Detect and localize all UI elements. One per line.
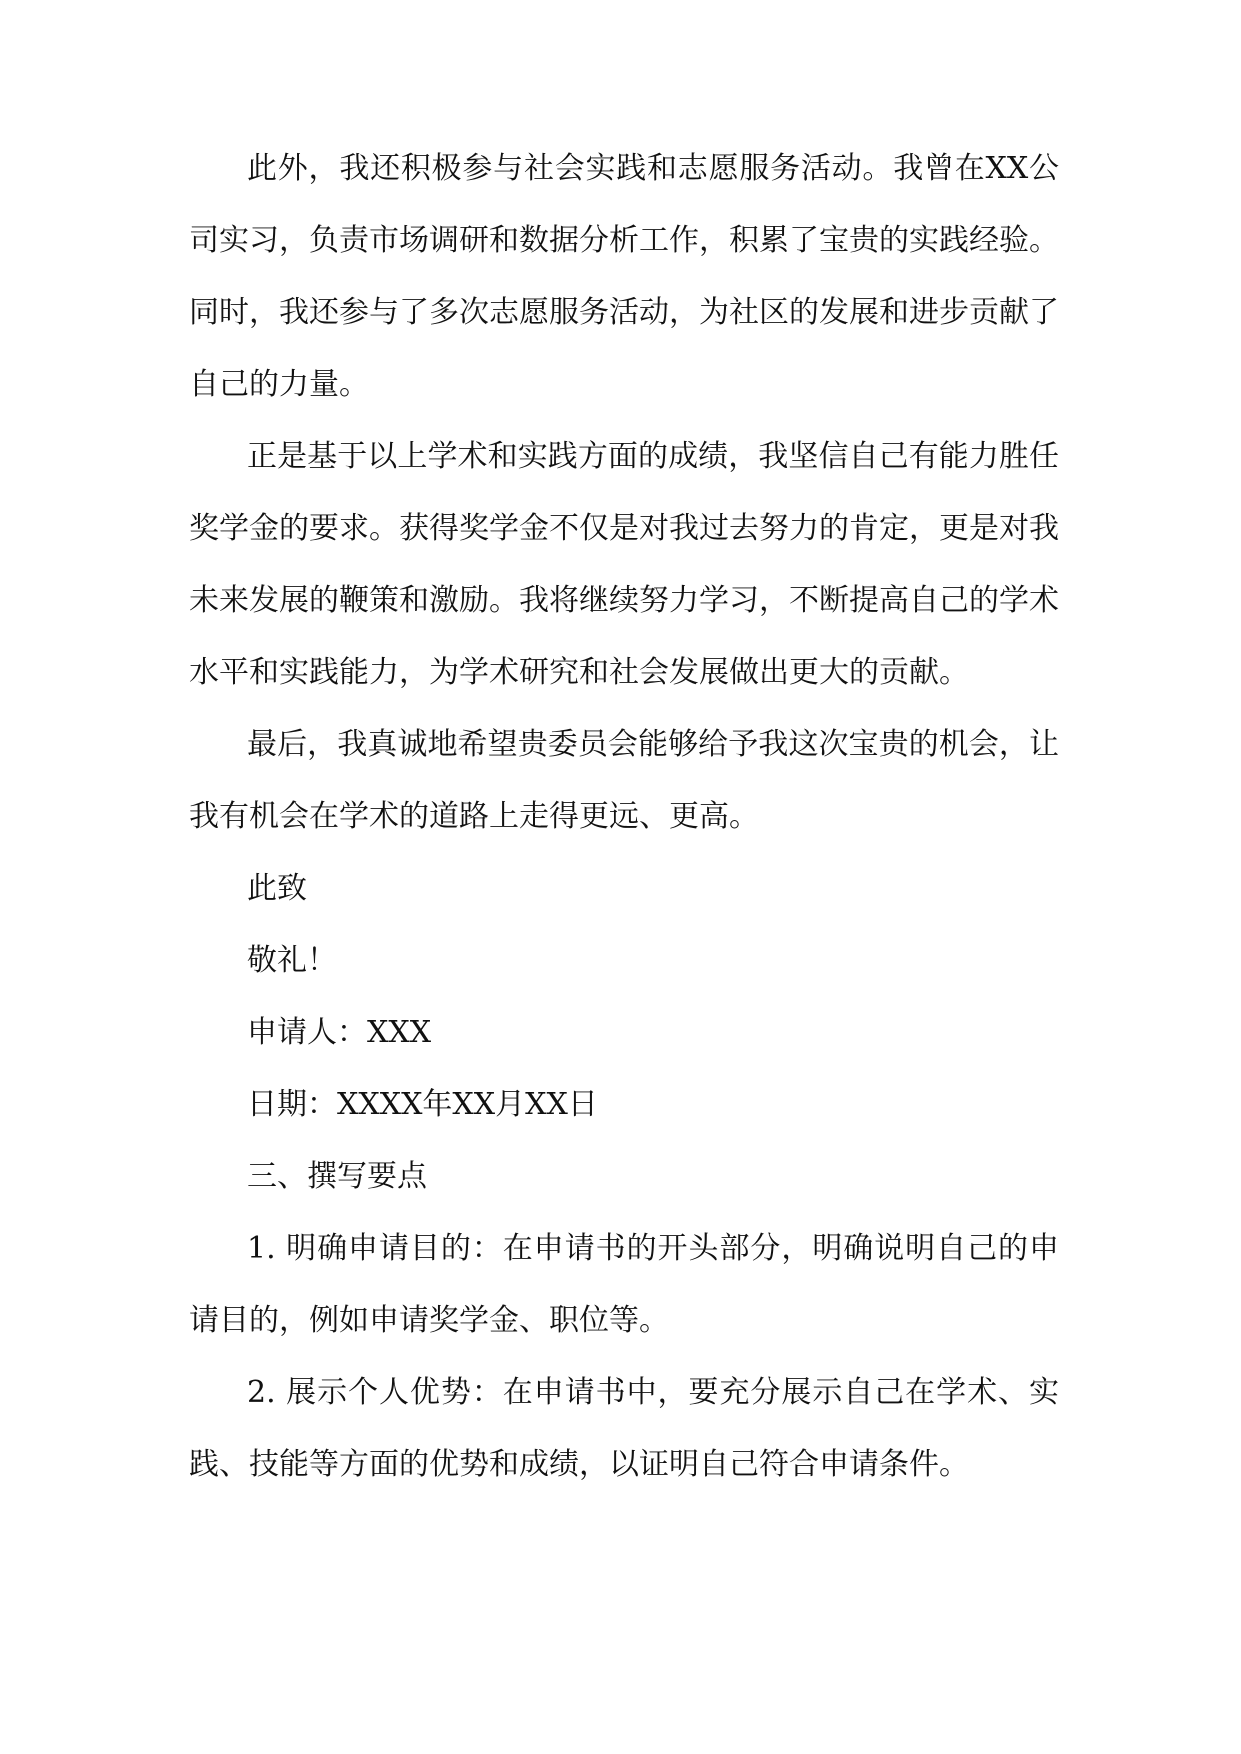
point-2: 2. 展示个人优势：在申请书中，要充分展示自己在学术、实践、技能等方面的优势和成绩，以证明自己符合申请条件。 bbox=[189, 1375, 1059, 1482]
date-line: 日期：XXXX年XX月XX日 bbox=[247, 1087, 598, 1122]
salute-line: 敬礼！ bbox=[247, 943, 337, 978]
document-body bbox=[189, 133, 1059, 1501]
paragraph-social-practice: 此外，我还积极参与社会实践和志愿服务活动。我曾在XX公司实习，负责市场调研和数据分析工作，积累了宝贵的实践经验。同时，我还参与了多次志愿服务活动，为社区的发展和进步贡献了自己的力量。 bbox=[189, 151, 1059, 402]
point-1: 1. 明确申请目的：在申请书的开头部分，明确说明自己的申请目的，例如申请奖学金、职位等。 bbox=[189, 1231, 1059, 1338]
paragraph-achievements: 正是基于以上学术和实践方面的成绩，我坚信自己有能力胜任奖学金的要求。获得奖学金不仅是对我过去努力的肯定，更是对我未来发展的鞭策和激励。我将继续努力学习，不断提高自己的学术水平和实践能力，为学术研究和社会发展做出更大的贡献。 bbox=[189, 439, 1059, 690]
section-heading: 三、撰写要点 bbox=[247, 1159, 427, 1194]
closing-line: 此致 bbox=[247, 871, 307, 906]
applicant-line: 申请人：XXX bbox=[247, 1015, 432, 1050]
paragraph-closing-hope: 最后，我真诚地希望贵委员会能够给予我这次宝贵的机会，让我有机会在学术的道路上走得更远、更高。 bbox=[189, 727, 1059, 834]
